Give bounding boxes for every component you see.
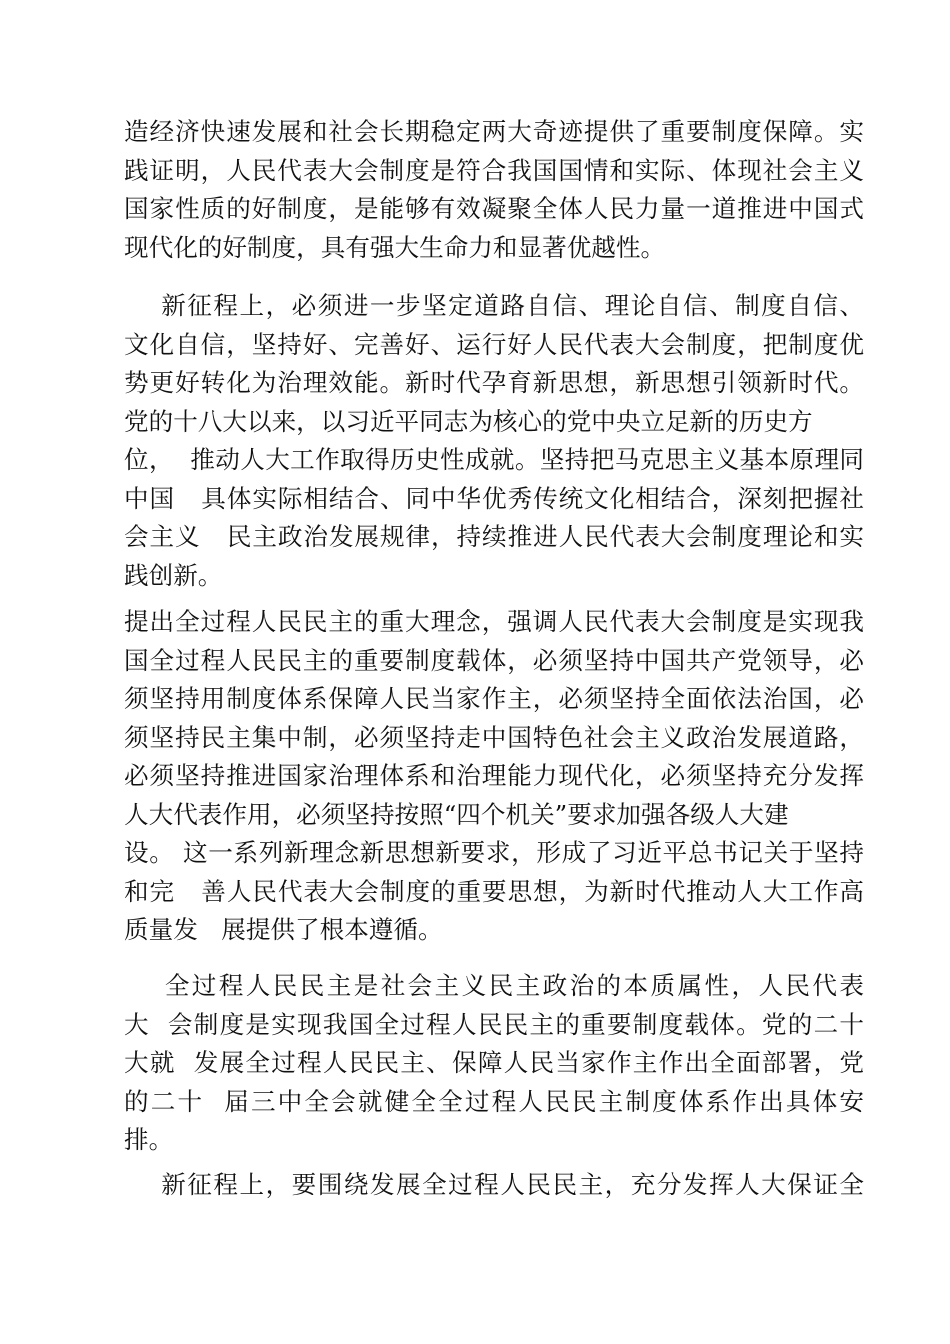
text-line: 党的十八大以来，以习近平同志为核心的党中央立足新的历史方 bbox=[124, 406, 813, 436]
text-line: 势更好转化为治理效能。新时代孕育新思想，新思想引领新时代。 bbox=[124, 368, 864, 397]
text-line: 造经济快速发展和社会长期稳定两大奇迹提供了重要制度保障。实 bbox=[124, 117, 864, 146]
text-line: 践创新。 bbox=[124, 560, 223, 590]
text-line: 新征程上，要围绕发展全过程人民民主，充分发挥人大保证全 bbox=[124, 1170, 864, 1199]
text-line: 大 会制度是实现我国全过程人民民主的重要制度载体。党的二十 bbox=[124, 1009, 864, 1039]
paragraph-1 bbox=[124, 113, 864, 267]
text-line: 质量发 展提供了根本遵循。 bbox=[124, 915, 443, 944]
text-line: 须坚持用制度体系保障人民当家作主，必须坚持全面依法治国，必 bbox=[124, 684, 864, 713]
text-line: 必须坚持推进国家治理体系和治理能力现代化，必须坚持充分发挥 bbox=[124, 761, 864, 790]
text-line: 全过程人民民主是社会主义民主政治的本质属性，人民代表 bbox=[124, 971, 864, 1000]
text-line: 须坚持民主集中制，必须坚持走中国特色社会主义政治发展道路， bbox=[124, 722, 864, 752]
text-line: 排。 bbox=[124, 1125, 174, 1154]
text-line: 现代化的好制度，具有强大生命力和显著优越性。 bbox=[124, 232, 666, 262]
text-line: 中国 具体实际相结合、同中华优秀传统文化相结合，深刻把握社 bbox=[124, 483, 864, 513]
text-line: 国全过程人民民主的重要制度载体，必须坚持中国共产党领导，必 bbox=[124, 645, 864, 675]
paragraph-2 bbox=[124, 287, 864, 595]
paragraph-5 bbox=[124, 1166, 864, 1205]
text-line: 和完 善人民代表大会制度的重要思想，为新时代推动人大工作高 bbox=[124, 876, 864, 906]
text-line: 新征程上，必须进一步坚定道路自信、理论自信、制度自信、 bbox=[124, 291, 864, 320]
text-line: 设。 这一系列新理念新思想新要求，形成了习近平总书记关于坚持 bbox=[124, 838, 864, 867]
text-line: 位， 推动人大工作取得历史性成就。坚持把马克思主义基本原理同 bbox=[124, 445, 864, 474]
text-line: 会主义 民主政治发展规律，持续推进人民代表大会制度理论和实 bbox=[124, 522, 864, 551]
paragraph-3 bbox=[124, 603, 864, 950]
paragraph-4 bbox=[124, 967, 864, 1160]
text-line: 的二十 届三中全会就健全全过程人民民主制度体系作出具体安 bbox=[124, 1086, 864, 1116]
text-line: 大就 发展全过程人民民主、保障人民当家作主作出全面部署，党 bbox=[124, 1048, 864, 1077]
text-line: 践证明，人民代表大会制度是符合我国国情和实际、体现社会主义 bbox=[124, 155, 864, 185]
text-line: 提出全过程人民民主的重大理念，强调人民代表大会制度是实现我 bbox=[124, 607, 864, 636]
text-line: 人大代表作用，必须坚持按照“四个机关”要求加强各级人大建 bbox=[124, 799, 789, 829]
text-line: 文化自信，坚持好、完善好、运行好人民代表大会制度，把制度优 bbox=[124, 329, 864, 359]
text-line: 国家性质的好制度，是能够有效凝聚全体人民力量一道推进中国式 bbox=[124, 194, 864, 223]
